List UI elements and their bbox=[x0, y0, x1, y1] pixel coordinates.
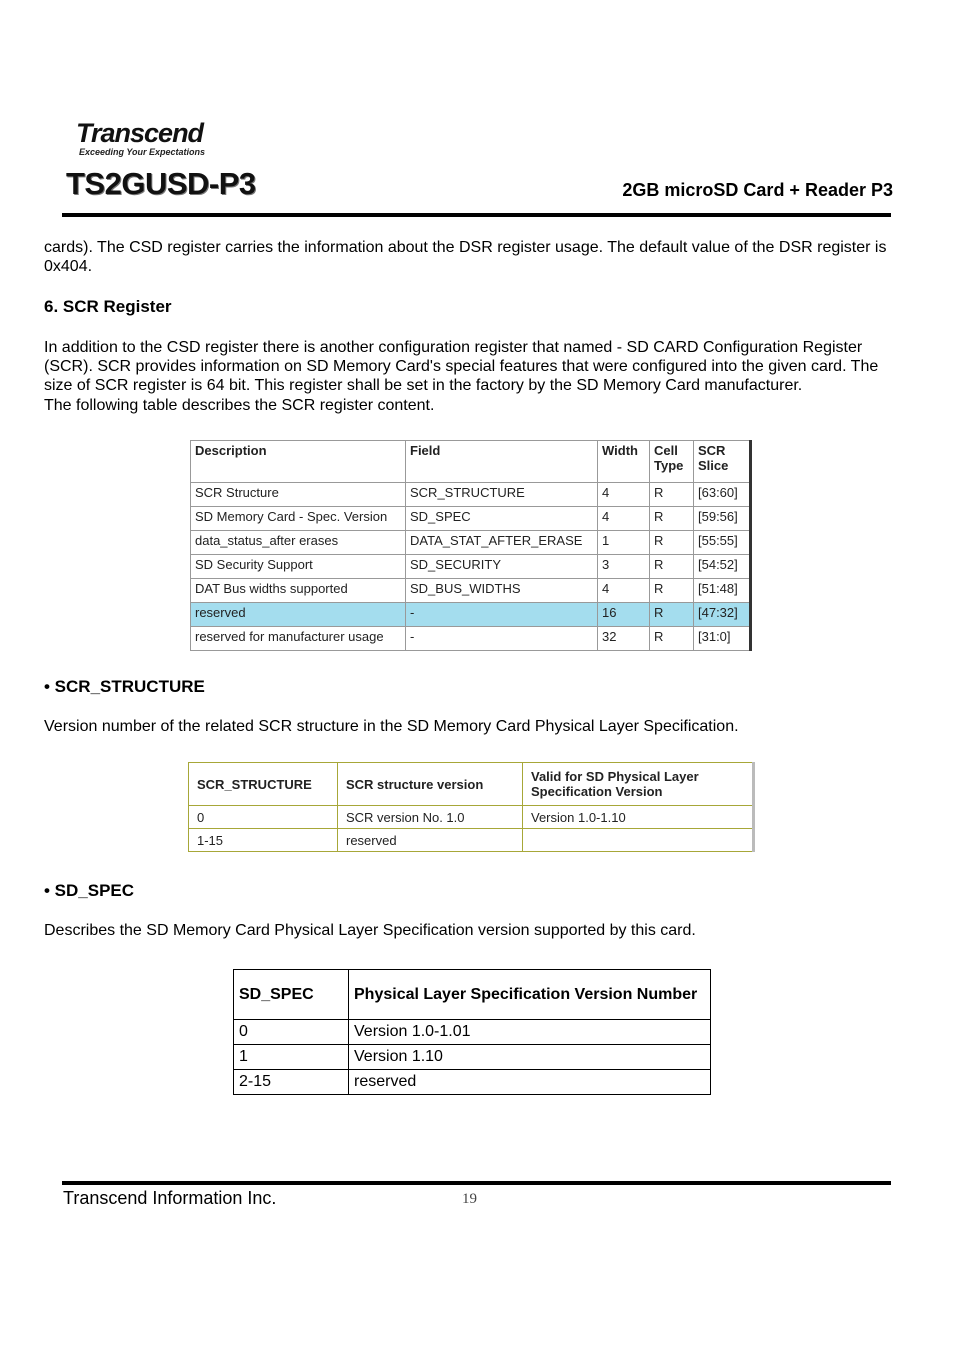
table-row bbox=[189, 806, 754, 829]
table-cell: DAT Bus widths supported bbox=[191, 579, 406, 603]
table-row bbox=[191, 579, 751, 603]
scr-structure-heading: • SCR_STRUCTURE bbox=[44, 677, 205, 696]
table-row bbox=[191, 555, 751, 579]
page-number: 19 bbox=[462, 1191, 477, 1207]
table-header-row bbox=[189, 763, 754, 806]
brand-logo: Transcend bbox=[76, 118, 204, 148]
table-cell: 32 bbox=[598, 627, 650, 651]
table-cell: reserved bbox=[191, 603, 406, 627]
table-cell: R bbox=[650, 507, 694, 531]
table-cell: Version 1.10 bbox=[349, 1045, 711, 1070]
table-cell: 4 bbox=[598, 507, 650, 531]
column-header: Field bbox=[406, 441, 598, 483]
table-row bbox=[191, 627, 751, 651]
table-cell: SD_BUS_WIDTHS bbox=[406, 579, 598, 603]
table-row-highlighted bbox=[191, 603, 751, 627]
table-cell: 4 bbox=[598, 483, 650, 507]
table-cell: [63:60] bbox=[694, 483, 751, 507]
table-row bbox=[189, 829, 754, 852]
table-cell: reserved bbox=[349, 1070, 711, 1095]
column-header: SD_SPEC bbox=[234, 970, 349, 1020]
table-cell: 4 bbox=[598, 579, 650, 603]
table-cell: - bbox=[406, 603, 598, 627]
column-header: Width bbox=[598, 441, 650, 483]
brand-tagline: Exceeding Your Expectations bbox=[79, 147, 206, 157]
column-header: SCR Slice bbox=[694, 441, 751, 483]
table-cell: SD Memory Card - Spec. Version bbox=[191, 507, 406, 531]
scr-register-table bbox=[190, 440, 752, 651]
table-cell: R bbox=[650, 555, 694, 579]
section-heading: 6. SCR Register bbox=[44, 297, 172, 316]
table-header-row bbox=[234, 970, 711, 1020]
scr-structure-table bbox=[188, 762, 755, 852]
table-cell: 2-15 bbox=[234, 1070, 349, 1095]
table-cell: 0 bbox=[234, 1020, 349, 1045]
table-cell: 1-15 bbox=[189, 829, 338, 852]
table-cell: reserved bbox=[338, 829, 523, 852]
table-cell: [59:56] bbox=[694, 507, 751, 531]
table-cell: [54:52] bbox=[694, 555, 751, 579]
table-row bbox=[234, 1070, 711, 1095]
table-cell: R bbox=[650, 531, 694, 555]
table-cell: [31:0] bbox=[694, 627, 751, 651]
model-title: TS2GUSD-P3 bbox=[66, 166, 256, 201]
column-header: SCR structure version bbox=[338, 763, 523, 806]
section-paragraph: In addition to the CSD register there is another configuration register that named - SD CARD Configuration Register (SCR). SCR provides information on SD Memory Card's special features that were configured into the given card. The size of SCR register is 64 bit. This register shall be set in the factory by the SD Memory Card manufacturer. bbox=[44, 339, 879, 394]
column-header: Cell Type bbox=[650, 441, 694, 483]
table-cell: DATA_STAT_AFTER_ERASE bbox=[406, 531, 598, 555]
footer-rule bbox=[62, 1181, 891, 1185]
column-header: Valid for SD Physical Layer Specification Version bbox=[523, 763, 754, 806]
table-row bbox=[191, 531, 751, 555]
table-cell: [55:55] bbox=[694, 531, 751, 555]
table-cell: R bbox=[650, 603, 694, 627]
table-cell: 0 bbox=[189, 806, 338, 829]
column-header: SCR_STRUCTURE bbox=[189, 763, 338, 806]
table-row bbox=[234, 1020, 711, 1045]
table-cell: 1 bbox=[598, 531, 650, 555]
table-cell: data_status_after erases bbox=[191, 531, 406, 555]
sd-spec-description: Describes the SD Memory Card Physical Layer Specification version supported by this card. bbox=[44, 922, 696, 939]
table-row bbox=[234, 1045, 711, 1070]
table-cell: SD Security Support bbox=[191, 555, 406, 579]
scr-structure-description: Version number of the related SCR structure in the SD Memory Card Physical Layer Specification. bbox=[44, 718, 739, 735]
table-cell: 3 bbox=[598, 555, 650, 579]
product-subtitle: 2GB microSD Card + Reader P3 bbox=[622, 180, 893, 200]
section-paragraph-2: The following table describes the SCR register content. bbox=[44, 397, 435, 414]
intro-paragraph: cards). The CSD register carries the information about the DSR register usage. The default value of the DSR register is 0x404. bbox=[44, 239, 887, 275]
sd-spec-table bbox=[233, 969, 711, 1095]
table-row bbox=[191, 507, 751, 531]
table-cell: - bbox=[406, 627, 598, 651]
table-cell: Version 1.0-1.01 bbox=[349, 1020, 711, 1045]
table-cell: [51:48] bbox=[694, 579, 751, 603]
table-cell: SD_SPEC bbox=[406, 507, 598, 531]
column-header: Description bbox=[191, 441, 406, 483]
table-cell: SCR version No. 1.0 bbox=[338, 806, 523, 829]
table-cell: 1 bbox=[234, 1045, 349, 1070]
table-header-row bbox=[191, 441, 751, 483]
header-rule bbox=[62, 213, 891, 217]
table-cell: R bbox=[650, 627, 694, 651]
table-cell: SCR_STRUCTURE bbox=[406, 483, 598, 507]
sd-spec-heading: • SD_SPEC bbox=[44, 881, 135, 900]
table-row bbox=[191, 483, 751, 507]
column-header: Physical Layer Specification Version Number bbox=[349, 970, 711, 1020]
footer-company: Transcend Information Inc. bbox=[63, 1188, 277, 1208]
table-cell: R bbox=[650, 483, 694, 507]
table-cell: reserved for manufacturer usage bbox=[191, 627, 406, 651]
table-cell: [47:32] bbox=[694, 603, 751, 627]
table-cell: SD_SECURITY bbox=[406, 555, 598, 579]
table-cell bbox=[523, 829, 754, 852]
table-cell: 16 bbox=[598, 603, 650, 627]
table-cell: SCR Structure bbox=[191, 483, 406, 507]
table-cell: R bbox=[650, 579, 694, 603]
table-cell: Version 1.0-1.10 bbox=[523, 806, 754, 829]
